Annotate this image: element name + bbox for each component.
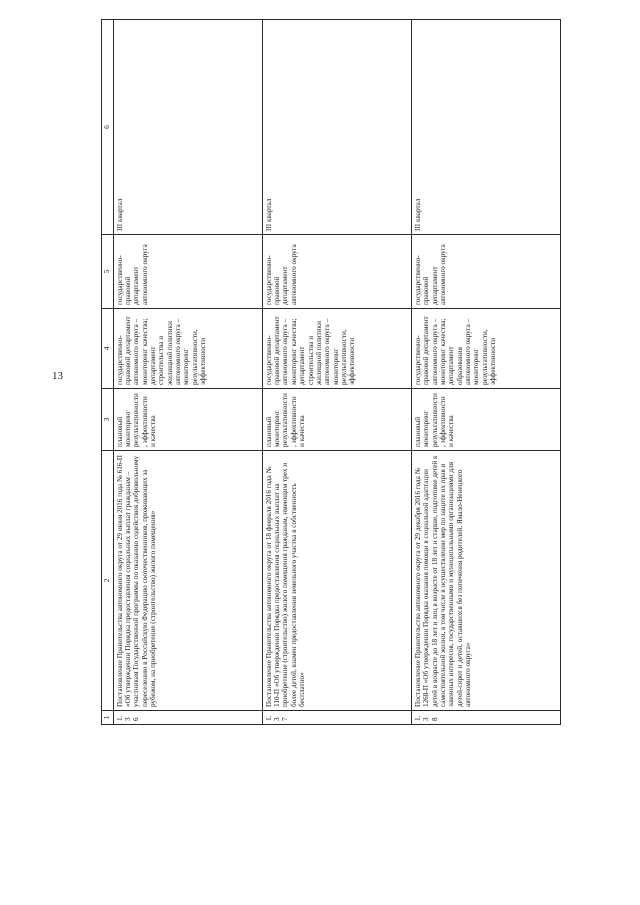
legal-act-cell: Постановление Правительства автономного округа от 18 февраля 2016 года № 110-П «Об утверждении Порядка предоставления социальных выплат на приобретение (строительство) жилого помещения гражданам, имеющим трех и более детей, взамен предоставления земельного участка в собственность бесплатно»: [262, 451, 411, 711]
row-number: 1.36: [113, 711, 262, 725]
header-col-5: 5: [102, 235, 114, 309]
term-cell: III квартал: [113, 20, 262, 235]
header-col-3: 3: [102, 389, 114, 451]
responsible-cell: государственно-правовой департамент автономного округа: [411, 235, 560, 309]
monitoring-type-cell: плановый мониторинг результативности, эффективности и качества: [262, 389, 411, 451]
rotated-table-sheet: [101, 20, 561, 725]
table-row: [113, 20, 262, 725]
row-number: 1.37: [262, 711, 411, 725]
header-col-6: 6: [102, 20, 114, 235]
row-number: 1.38: [411, 711, 560, 725]
header-col-1: 1: [102, 711, 114, 725]
term-cell: III квартал: [262, 20, 411, 235]
header-col-4: 4: [102, 309, 114, 389]
legal-act-cell: Постановление Правительства автономного округа от 29 декабря 2016 года № 1268-П «Об утверждении Порядка оказания помощи в социальной адаптации детей в возрасте до 18 лет и лиц в возрасте от 18 лет и старше, подготовке детей к самостоятельной жизни, в том числе в осуществлении мер по защите их прав и законных интересов, государственными и муниципальными организациями для детей-сирот и детей, оставшихся без попечения родителей, Ямало-Ненецкого автономного округа»: [411, 451, 560, 711]
executor-cell: государственно-правовой департамент автономного округа – мониторинг качества; департамент образования автономного округа – мониторинг результативности, эффективности: [411, 309, 560, 389]
executor-cell: государственно-правовой департамент автономного округа – мониторинг качества; департамент строительства и жилищной политики автономного округа – мониторинг результативности, эффективности: [113, 309, 262, 389]
monitoring-plan-table: [101, 19, 561, 725]
monitoring-type-cell: плановый мониторинг результативности, эффективности и качества: [113, 389, 262, 451]
header-col-2: 2: [102, 451, 114, 711]
monitoring-type-cell: плановый мониторинг результативности, эффективности и качества: [411, 389, 560, 451]
term-cell: III квартал: [411, 20, 560, 235]
table-row: [411, 20, 560, 725]
executor-cell: государственно-правовой департамент автономного округа – мониторинг качества; департамент строительства и жилищной политики автономного округа – мониторинг результативности, эффективности: [262, 309, 411, 389]
responsible-cell: государственно-правовой департамент автономного округа: [113, 235, 262, 309]
page-number: 13: [52, 370, 63, 382]
table-header-row: [102, 20, 114, 725]
rotated-table-container: [101, 20, 561, 725]
responsible-cell: государственно-правовой департамент автономного округа: [262, 235, 411, 309]
table-row: [262, 20, 411, 725]
legal-act-cell: Постановление Правительства автономного округа от 29 июня 2016 года № 616-П «Об утверждении Порядка предоставления социальных выплат гражданам – участникам Государственной программы по оказанию содействия добровольному переселению в Российскую Федерацию соотечественников, проживающих за рубежом, на приобретение (строительство) жилого помещения»: [113, 451, 262, 711]
